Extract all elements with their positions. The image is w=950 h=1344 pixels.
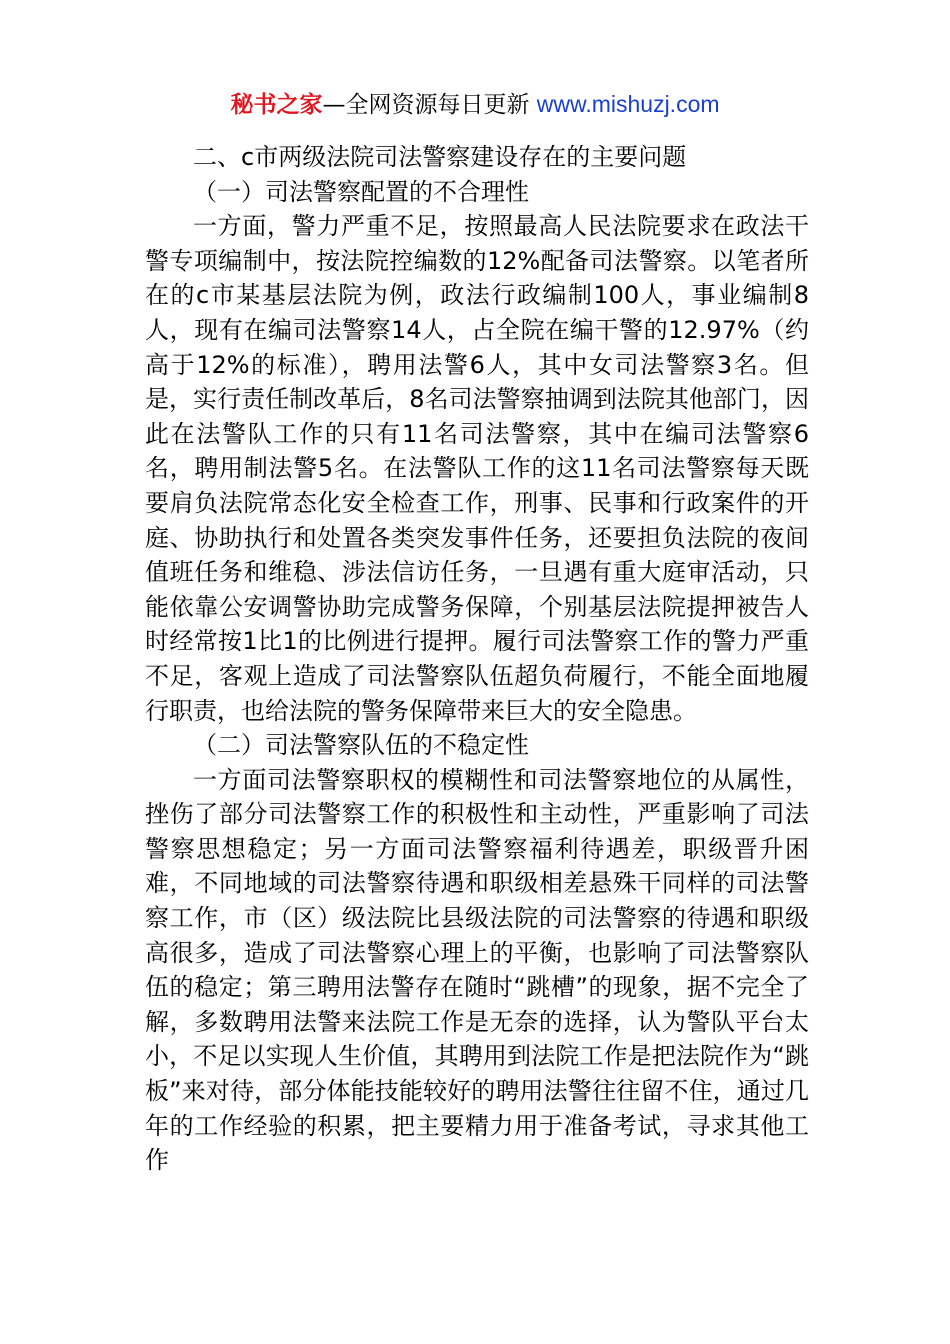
page-header (0, 88, 950, 121)
subsection-title-1: （一）司法警察配置的不合理性 (193, 177, 529, 206)
site-url[interactable]: www.mishuzj.com (536, 91, 720, 117)
brand-name: 秘书之家 (230, 92, 323, 118)
paragraph-1: 一方面，警力严重不足，按照最高人民法院要求在政法干警专项编制中，按法院控编数的12%配备司法警察。以笔者所在的c市某基层法院为例，政法行政编制100人，事业编制8人，现有在编司法警察14人，占全院在编干警的12.97%（约高于12%的标准），聘用法警6人，其中女司法警察3名。但是，实行责任制改革后，8名司法警察抽调到法院其他部门，因此在法警队工作的只有11名司法警察，其中在编司法警察6名，聘用制法警5名。在法警队工作的这11名司法警察每天既要肩负法院常态化安全检查工作，刑事、民事和行政案件的开庭、协助执行和处置各类突发事件任务，还要担负法院的夜间值班任务和维稳、涉法信访任务，一旦遇有重大庭审活动，只能依靠公安调警协助完成警务保障，个别基层法院提押被告人时经常按1比1的比例进行提押。履行司法警察工作的警力严重不足，客观上造成了司法警察队伍超负荷履行，不能全面地履行职责，也给法院的警务保障带来巨大的安全隐患。 (145, 212, 809, 725)
document-body (145, 140, 809, 1178)
subsection-title-2: （二）司法警察队伍的不稳定性 (193, 731, 529, 760)
paragraph-2: 一方面司法警察职权的模糊性和司法警察地位的从属性，挫伤了部分司法警察工作的积极性和主动性，严重影响了司法警察思想稳定；另一方面司法警察福利待遇差，职级晋升困难，不同地域的司法警察待遇和职级相差悬殊干同样的司法警察工作，市（区）级法院比县级法院的司法警察的待遇和职级高很多，造成了司法警察心理上的平衡，也影响了司法警察队伍的稳定；第三聘用法警存在随时“跳槽”的现象，据不完全了解，多数聘用法警来法院工作是无奈的选择，认为警队平台太小，不足以实现人生价值，其聘用到法院工作是把法院作为“跳板”来对待，部分体能技能较好的聘用法警往往留不住，通过几年的工作经验的积累，把主要精力用于准备考试，寻求其他工作 (145, 765, 809, 1175)
header-tagline: —全网资源每日更新 (322, 92, 537, 118)
section-title: 二、c市两级法院司法警察建设存在的主要问题 (193, 143, 687, 171)
